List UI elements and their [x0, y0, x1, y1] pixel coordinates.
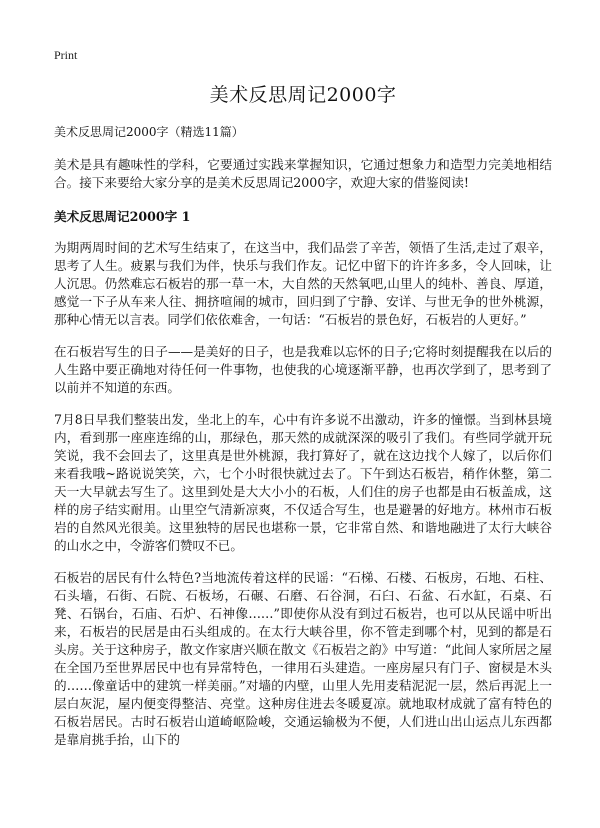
- document-subtitle: 美术反思周记2000字（精选11篇）: [54, 125, 244, 139]
- body-paragraph: 为期两周时间的艺术写生结束了，在这当中，我们品尝了辛苦，领悟了生活,走过了艰辛，思考了人生。疲累与我们为伴，快乐与我们作友。记忆中留下的许许多多，令人回味，让人沉思。仍然难忘石板岩的那一草一木，大自然的天然氧吧,山里人的纯朴、善良、厚道，感觉一下子从车来人往、拥挤喧闹的城市，回归到了宁静、安详、与世无争的世外桃源，那种心情无以言表。同学们依依难舍，一句话：“石板岩的景色好，石板岩的人更好。”: [54, 240, 552, 327]
- page-title: 美术反思周记2000字: [209, 84, 397, 106]
- body-paragraph: 7月8日早我们整装出发，坐北上的车，心中有许多说不出激动，许多的憧憬。当到林县境内，看到那一座座连绵的山，那绿色，那天然的成就深深的吸引了我们。有些同学就开玩笑说，我不会回去了，这里真是世外桃源，我打算好了，就在这边找个人嫁了，以后你们来看我哦~路说说笑笑，六，七个小时很快就过去了。下午到达石板岩，稍作休整，第二天一大早就去写生了。这里到处是大大小小的石板，人们住的房子也都是由石板盖成，这样的房子结实耐用。山里空气清新凉爽，不仅适合写生，也是避暑的好地方。林州市石板岩的自然风光很美。这里独特的居民也堪称一景，它非常自然、和谐地融进了太行大峡谷的山水之中，令游客们赞叹不已。: [54, 412, 552, 553]
- body-paragraph: 在石板岩写生的日子——是美好的日子，也是我难以忘怀的日子;它将时刻提醒我在以后的人生路中要正确地对待任何一件事物，也使我的心境逐渐平静，也再次学到了，思考到了以前并不知道的东西。: [54, 344, 552, 395]
- document-body: [54, 80, 552, 763]
- print-link[interactable]: Print: [54, 48, 78, 62]
- body-paragraph: 石板岩的居民有什么特色?当地流传着这样的民谣：“石梯、石楼、石板房，石地、石柱、石头墙，石街、石院、石板场，石碾、石磨、石谷洞，石臼、石盆、石水缸，石桌、石凳、石锅台，石庙、石炉、石神像……”即使你从没有到过石板岩，也可以从民谣中听出来，石板岩的民居是由石头组成的。在太行大峡谷里，你不管走到哪个村，见到的都是石头房。关于这种房子，散文作家唐兴顺在散文《石板岩之韵》中写道：“此间人家所居之屋在全国乃至世界居民中也有异常特色，一律用石头建造。一座房屋只有门子、窗棂是木头的……像童话中的建筑一样美丽。”对墙的内壁，山里人先用麦秸泥泥一层，然后再泥上一层白灰泥，屋内便变得整洁、亮堂。这种房住进去冬暖夏凉。就地取材成就了富有特色的石板岩居民。古时石板岩山道崎岖险峻，交通运输极为不便，人们进山出山运点儿东西都是靠肩挑手抬，山下的: [54, 570, 552, 747]
- intro-paragraph: 美术是具有趣味性的学科，它要通过实践来掌握知识，它通过想象力和造型力完美地相结合。接下来要给大家分享的是美术反思周记2000字，欢迎大家的借鉴阅读!: [54, 157, 552, 190]
- section-heading: 美术反思周记2000字 1: [54, 209, 191, 224]
